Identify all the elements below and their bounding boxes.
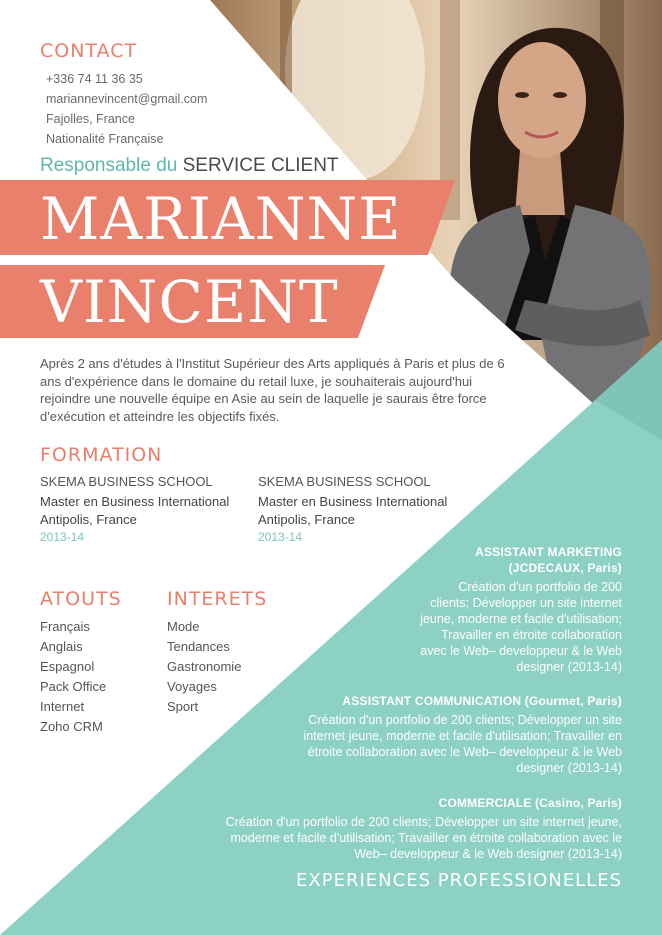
interet-item: Sport — [167, 699, 199, 714]
interets-heading: INTERETS — [167, 588, 268, 610]
atout-item: Français — [40, 619, 90, 634]
formation-school: SKEMA BUSINESS SCHOOL — [258, 474, 431, 489]
experience-title: ASSISTANT MARKETING — [475, 545, 622, 559]
experience-desc: Création d'un portfolio de 200 clients; Développer un site — [308, 713, 622, 727]
experience-desc: jeune, moderne et facile d'utilisation; — [420, 612, 622, 626]
atout-item: Pack Office — [40, 679, 107, 694]
contact-email: mariannevincent@gmail.com — [46, 92, 208, 106]
formation-years: 2013-14 — [258, 530, 303, 544]
formation-years: 2013-14 — [40, 530, 85, 544]
experience-desc: moderne et facile d'utilisation; Travailler en étroite collaboration avec le — [230, 831, 622, 845]
formation-place: Antipolis, France — [40, 512, 137, 527]
formation-degree: Master en Business International — [258, 494, 448, 509]
experience-desc: avec le Web– developpeur & le Web — [420, 644, 622, 658]
job-title — [40, 155, 339, 177]
experience-desc: clients; Développer un site internet — [430, 596, 622, 610]
formation-item — [258, 473, 473, 545]
last-name: VINCENT — [40, 268, 339, 336]
atout-item: Anglais — [40, 639, 83, 654]
first-name: MARIANNE — [40, 185, 402, 253]
experience-item — [420, 544, 622, 675]
atouts-heading: ATOUTS — [40, 588, 122, 610]
experience-item — [303, 693, 622, 776]
experience-desc: designer (2013-14) — [516, 761, 622, 775]
experience-desc: Création d'un portfolio de 200 clients; Développer un site internet jeune, — [225, 815, 622, 829]
formation-degree: Master en Business International — [40, 494, 230, 509]
contact-phone: +336 74 11 36 35 — [46, 72, 143, 86]
atout-item: Internet — [40, 699, 85, 714]
interets-list — [167, 617, 241, 717]
atouts-list — [40, 617, 106, 737]
experience-title: (JCDECAUX, Paris) — [508, 561, 622, 575]
experience-title: COMMERCIALE (Casino, Paris) — [438, 796, 622, 810]
job-title-prefix: Responsable du — [40, 155, 178, 176]
interet-item: Tendances — [167, 639, 230, 654]
profile-summary: Après 2 ans d'études à l'Institut Supérieur des Arts appliqués à Paris et plus de 6 ans d'expérience dans le domaine du retail luxe, je souhaiterais aujourd'hui rejoindre une nouvelle équipe en Asie au sein de laquelle je saurais être force d'exécution et atteindre les objectifs fixés. — [40, 356, 505, 424]
experience-desc: designer (2013-14) — [516, 660, 622, 674]
experience-desc: Création d'un portfolio de 200 — [458, 580, 622, 594]
experience-desc: Web– developpeur & le Web designer (2013-14) — [354, 847, 622, 861]
atout-item: Zoho CRM — [40, 719, 103, 734]
atout-item: Espagnol — [40, 659, 95, 674]
interet-item: Voyages — [167, 679, 217, 694]
experience-desc: internet jeune, moderne et facile d'utilisation; Travailler en — [303, 729, 622, 743]
job-title-main: SERVICE CLIENT — [182, 155, 339, 176]
interet-item: Mode — [167, 619, 200, 634]
formation-school: SKEMA BUSINESS SCHOOL — [40, 474, 213, 489]
experience-desc: étroite collaboration avec le Web– developpeur & le Web — [307, 745, 622, 759]
formation-heading: FORMATION — [40, 444, 163, 466]
contact-heading: CONTACT — [40, 40, 138, 62]
contact-city: Fajolles, France — [46, 112, 135, 126]
experience-item — [226, 795, 622, 862]
interet-item: Gastronomie — [167, 659, 242, 674]
experiences-heading: EXPERIENCES PROFESSIONELLES — [296, 870, 622, 891]
contact-nationality: Nationalité Française — [46, 132, 164, 146]
formation-place: Antipolis, France — [258, 512, 355, 527]
experience-title: ASSISTANT COMMUNICATION (Gourmet, Paris) — [342, 694, 622, 708]
formation-item — [40, 473, 255, 545]
experience-desc: Travailler en étroite collaboration — [441, 628, 622, 642]
